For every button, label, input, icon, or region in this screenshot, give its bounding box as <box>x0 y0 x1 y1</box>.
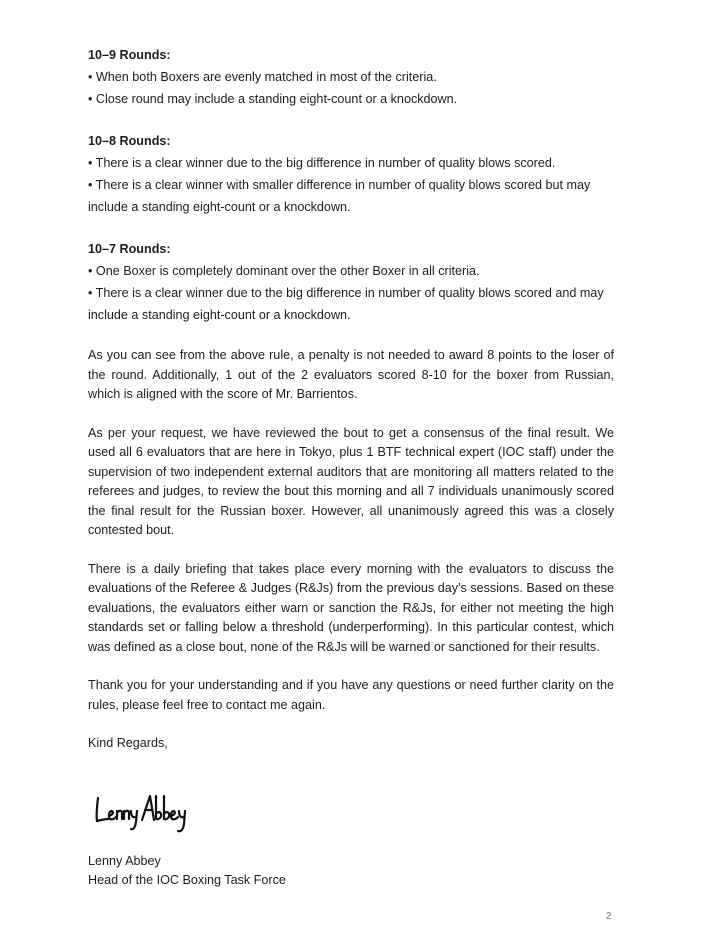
bullet-item: • Close round may include a standing eight-count or a knockdown. <box>88 92 458 106</box>
letter-body <box>88 44 614 772</box>
bullet-item: • One Boxer is completely dominant over the other Boxer in all criteria. <box>88 264 480 278</box>
signer-name: Lenny Abbey <box>88 854 161 868</box>
rule-section-10-8 <box>88 130 614 218</box>
section-title: 10–8 Rounds: <box>88 134 171 148</box>
rule-section-10-9 <box>88 44 614 110</box>
paragraph-penalty-explanation: As you can see from the above rule, a penalty is not needed to award 8 points to the loser of the round. Additionally, 1 out of the 2 evaluators scored 8-10 for the boxer from Russian, which is aligned with the score of Mr. Barrientos. <box>88 348 614 401</box>
bullet-item: • There is a clear winner due to the big difference in number of quality blows scored. <box>88 156 556 170</box>
bullet-item: • When both Boxers are evenly matched in most of the criteria. <box>88 70 437 84</box>
paragraph-daily-briefing: There is a daily briefing that takes place every morning with the evaluators to discuss the evaluations of the Referee & Judges (R&Js) from the previous day's sessions. Based on these evaluations, the evaluators either warn or sanction the R&Js, for either not meeting the high standards set or falling below a threshold (underperforming). In this particular contest, which was defined as a close bout, none of the R&Js will be warned or sanctioned for their results. <box>88 561 614 654</box>
paragraph-review: As per your request, we have reviewed the bout to get a consensus of the final result. We used all 6 evaluators that are here in Tokyo, plus 1 BTF technical expert (IOC staff) under the supervision of two independent external auditors that are monitoring all matters related to the referees and judges, to review the bout this morning and all 7 individuals unanimously scored the final result for the Russian boxer. However, all unanimously agreed this was a closely contested bout. <box>88 425 614 537</box>
rule-section-10-7 <box>88 238 614 326</box>
bullet-item: • There is a clear winner with smaller difference in number of quality blows scored but may include a standing eight-count or a knockdown. <box>88 178 591 214</box>
signer-title: Head of the IOC Boxing Task Force <box>88 873 286 887</box>
section-title: 10–9 Rounds: <box>88 48 171 62</box>
bullet-item: • There is a clear winner due to the big difference in number of quality blows scored and may include a standing eight-count or a knockdown. <box>88 286 604 322</box>
page-number: 2 <box>606 911 612 922</box>
handwritten-signature <box>92 788 212 838</box>
closing-salutation: Kind Regards, <box>88 736 168 750</box>
paragraph-thank-you: Thank you for your understanding and if you have any questions or need further clarity on the rules, please feel free to contact me again. <box>88 678 614 712</box>
section-title: 10–7 Rounds: <box>88 242 171 256</box>
signer-block <box>88 852 286 890</box>
